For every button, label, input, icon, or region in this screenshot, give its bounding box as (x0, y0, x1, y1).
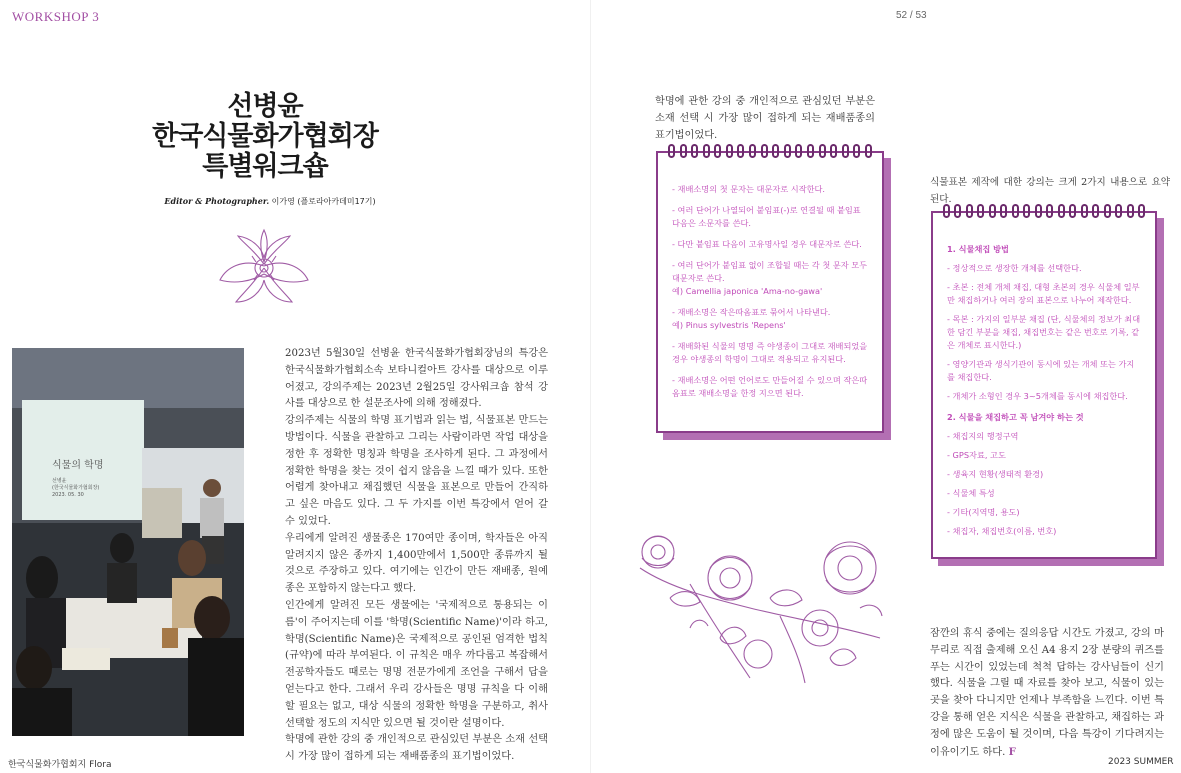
paragraph-3: 우리에게 알려진 생물종은 170여만 종이며, 학자들은 아직 알려지지 않은 종까지 1,400만에서 1,500만 종류까지 될 것으로 주장하고 있다. 여기에는 인간이 만든 재배종, 원예종은 포함하지 않는다고 했다. (285, 532, 548, 595)
note-2-item: - 식물체 특성 (947, 488, 995, 498)
note-2-item: - 개체가 소형인 경우 3~5개체를 동시에 채집한다. (947, 391, 1128, 401)
slide-sub-2: (한국식물화가협회장) (52, 485, 100, 491)
paragraph-1: 2023년 5월30일 선병윤 한국식물화가협회장님의 특강은 한국식물화가협회소속 보타니컬아트 강사를 대상으로 이루어졌고, 강의주제는 2023년 2월25일 강사워크숍 참석 강사를 대상으로 한 설문조사에 의해 정해졌다. (285, 348, 548, 410)
note-2-heading-1: 1. 식물채집 방법 (947, 244, 1009, 254)
byline-label: Editor & Photographer. (164, 196, 270, 206)
note-1-item: - 재배소명은 어떤 언어로도 만들어질 수 있으며 작은따옴표로 재배소명을 한정 지으면 된다. (672, 375, 868, 398)
note-1-item: - 재배소명의 첫 문자는 대문자로 시작한다. (672, 184, 826, 194)
page-number: 52 / 53 (896, 10, 927, 21)
article-title (120, 92, 410, 182)
note-1-rings (668, 144, 872, 158)
note-1-item: - 여러 단어가 나열되어 붙임표(-)로 연결될 때 붙임표 다음은 소문자를 쓴다. (672, 205, 861, 228)
title-line-3: 특별워크숍 (202, 151, 328, 182)
paragraph-5: 학명에 관한 강의 중 개인적으로 관심있던 부분은 소재 선택 시 가장 많이 접하게 되는 재배품종의 표기법이었다. (285, 734, 548, 763)
slide-subtitle (52, 478, 99, 499)
closing-text: 잠깐의 휴식 중에는 질의응답 시간도 가졌고, 강의 마무리로 직접 출제해 오신 A4 용지 2장 분량의 퀴즈를 푸는 시간이 있었는데 척척 답하는 강사님들이 신기했다. 식물을 그릴 때 자료를 찾아 보고, 식물이 있는 곳을 찾아 다니지만 언제나 부족함을 느낀다. 이번 특강을 통해 얻은 지식은 식물을 관찰하고, 채집하는 과정에 많은 도움이 될 것이며, 다음 특강이 기다려지는 이유이기도 하다. (930, 628, 1164, 758)
note-2-item: - 초본 : 전체 개체 채집, 대형 초본의 경우 식물체 일부만 채집하거나 여러 장의 표본으로 나누어 제작한다. (947, 282, 1140, 305)
byline (150, 196, 390, 207)
title-line-1: 선병윤 (227, 91, 303, 122)
note-1 (656, 151, 884, 433)
note-2-item: - 정상적으로 생장한 개체를 선택한다. (947, 263, 1082, 273)
note-2-item: - 채집지의 행정구역 (947, 431, 1019, 441)
paragraph-2: 강의주제는 식물의 학명 표기법과 읽는 법, 식물표본 만드는 방법이다. 식물을 관찰하고 그리는 사람이라면 작업 대상을 정한 후 정확한 명칭과 학명을 조사하게 된다. 그 과정에서 정확한 학명을 찾는 것이 쉽지 않음을 느낄 때가 있다. 또한 어렵게 찾아내고 채집했던 식물을 표본으로 만들어 간직하고 싶은 마음도 있다. 그 두 가지를 이번 특강에서 얻어 갈 수 있었다. (285, 415, 548, 527)
footer-publication: 한국식물화가협회지 Flora (8, 760, 112, 770)
lecture-photo (12, 348, 244, 736)
slide-title: 식물의 학명 (52, 460, 104, 471)
byline-name: 이가영 (플로라아카데미17기) (269, 197, 376, 206)
slide-sub-3: 2023. 05. 30 (52, 492, 84, 498)
note-1-item: - 재배소명은 작은따옴표로 묶어서 나타낸다. 예) Pinus sylvestris 'Repens' (672, 307, 831, 330)
note-2-item: - GPS자료, 고도 (947, 450, 1006, 460)
right-intro: 식물표본 제작에 대한 강의는 크게 2가지 내용으로 요약된다. (930, 177, 1170, 205)
closing-paragraph (930, 626, 1164, 761)
note-2 (931, 211, 1157, 559)
note-1-item: - 여러 단어가 붙임표 없이 조합될 때는 각 첫 문자 모두 대문자로 쓴다. 예) Camellia japonica 'Ama-no-gawa' (672, 260, 868, 296)
camellia-illustration (630, 528, 892, 690)
end-mark: F (1008, 745, 1016, 758)
note-2-item: - 채집자, 채집번호(이름, 번호) (947, 526, 1057, 536)
page-gutter (590, 0, 591, 773)
note-1-list (672, 183, 868, 400)
note-2-rings (943, 204, 1145, 218)
note-2-heading-2: 2. 식물을 채집하고 꼭 남겨야 하는 것 (947, 412, 1084, 422)
lecture-photo-drawing (12, 348, 244, 736)
note-1-item: - 재배화된 식물의 명명 즉 야생종이 그대로 재배되었을 경우 야생종의 학명이 그대로 적용되고 유지된다. (672, 341, 868, 364)
note-2-item: - 영양기관과 생식기관이 동시에 있는 개체 또는 가지를 채집한다. (947, 359, 1135, 382)
title-line-2: 한국식물화가협회장 (152, 121, 378, 152)
footer-issue: 2023 SUMMER (1108, 757, 1174, 767)
paragraph-4: 인간에게 알려진 모든 생물에는 '국제적으로 통용되는 이름'이 주어지는데 이를 '학명(Scientific Name)'이라 하고, 학명(Scientific Name)은 국제적으로 공인된 엄격한 법칙(규약)에 따라 부여된다. 이 규칙은 매우 까다롭고 복잡해서 전공학자들도 때로는 명명 전문가에게 조언을 구해서 답을 얻는다고 한다. 그래서 우리 강사들은 명명 규칙을 다 이해할 필요는 없고, 대상 식물의 정확한 학명을 구분하고, 취사 선택할 정도의 지식만 있으면 될 것이란 설명이다. (285, 599, 548, 729)
slide-sub-1: 선병윤 (52, 478, 67, 484)
note-2-item: - 기타(지역명, 용도) (947, 507, 1020, 517)
mid-intro: 학명에 관한 강의 중 개인적으로 관심있던 부분은 소재 선택 시 가장 많이 접하게 되는 재배품종의 표기법이었다. (655, 96, 875, 141)
article-body (285, 346, 548, 766)
note-1-item: - 다만 붙임표 다음이 고유명사일 경우 대문자로 쓴다. (672, 239, 862, 249)
note-2-item: - 생육지 현황(생태적 환경) (947, 469, 1044, 479)
peony-illustration (212, 228, 316, 306)
note-2-item: - 목본 : 가지의 일부분 채집 (단, 식물체의 정보가 최대한 담긴 부분을 채집, 채집번호는 같은 번호로 기록, 같은 개체로 표시한다.) (947, 314, 1141, 350)
section-label: WORKSHOP 3 (12, 9, 100, 24)
